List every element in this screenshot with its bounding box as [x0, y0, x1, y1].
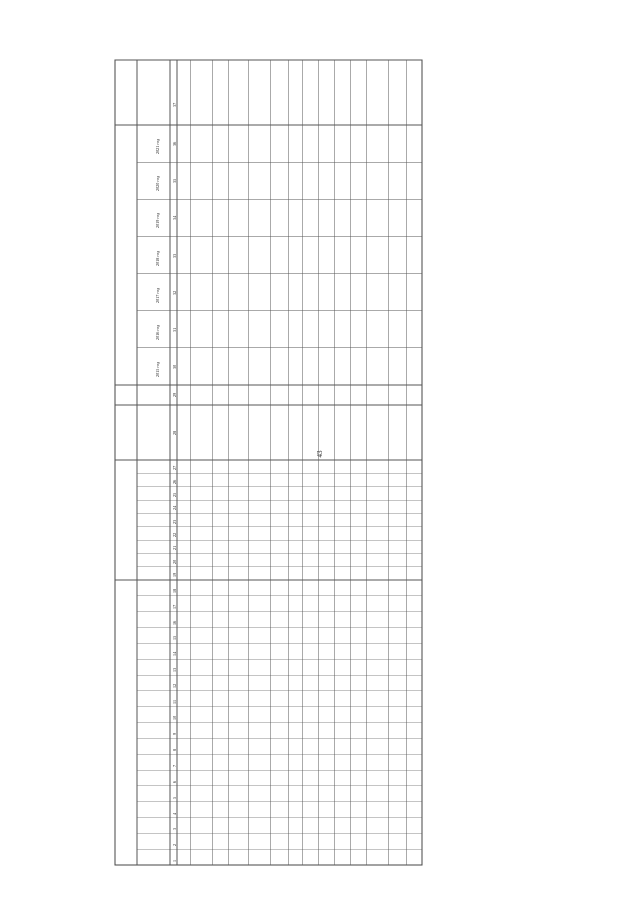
col-number-13: 13 [172, 667, 177, 672]
table-frame [115, 60, 422, 865]
col-number-28: 28 [172, 430, 177, 435]
year-header-2018: 2018 год [155, 250, 160, 266]
col-number-33: 33 [172, 253, 177, 258]
col-number-17: 17 [172, 604, 177, 609]
col-number-34: 34 [172, 216, 177, 221]
year-header-2019: 2019 год [155, 213, 160, 229]
year-header-2017: 2017 год [155, 287, 160, 303]
col-number-30: 30 [172, 364, 177, 369]
col-number-22: 22 [172, 532, 177, 537]
col-number-23: 23 [172, 519, 177, 524]
col-number-32: 32 [172, 290, 177, 295]
col-number-25: 25 [172, 492, 177, 497]
col-number-12: 12 [172, 683, 177, 688]
col-number-4: 4 [172, 812, 177, 815]
col-number-15: 15 [172, 636, 177, 641]
col-number-10: 10 [172, 715, 177, 720]
col-number-16: 16 [172, 620, 177, 625]
year-header-2021: 2021 год [155, 139, 160, 155]
page-number: 43 [316, 450, 324, 458]
col-number-11: 11 [172, 699, 177, 704]
col-number-24: 24 [172, 506, 177, 511]
col-number-7: 7 [172, 764, 177, 767]
col-number-29: 29 [172, 392, 177, 397]
col-number-21: 21 [172, 546, 177, 551]
col-number-9: 9 [172, 733, 177, 736]
col-number-19: 19 [172, 572, 177, 577]
col-number-31: 31 [172, 327, 177, 332]
col-number-20: 20 [172, 559, 177, 564]
col-number-6: 6 [172, 780, 177, 783]
col-number-35: 35 [172, 179, 177, 184]
col-number-37: 37 [172, 102, 177, 107]
col-number-2: 2 [172, 844, 177, 847]
col-number-36: 36 [172, 141, 177, 147]
col-number-8: 8 [172, 749, 177, 752]
year-header-2020: 2020 год [155, 176, 160, 192]
year-header-2015: 2015 год [155, 361, 160, 377]
col-number-27: 27 [172, 466, 177, 471]
col-number-3: 3 [172, 828, 177, 831]
col-number-18: 18 [172, 588, 177, 593]
year-header-2016: 2016 год [155, 324, 160, 340]
col-number-26: 26 [172, 479, 177, 484]
col-number-5: 5 [172, 796, 177, 799]
col-number-14: 14 [172, 651, 177, 657]
col-number-1: 1 [172, 859, 177, 862]
